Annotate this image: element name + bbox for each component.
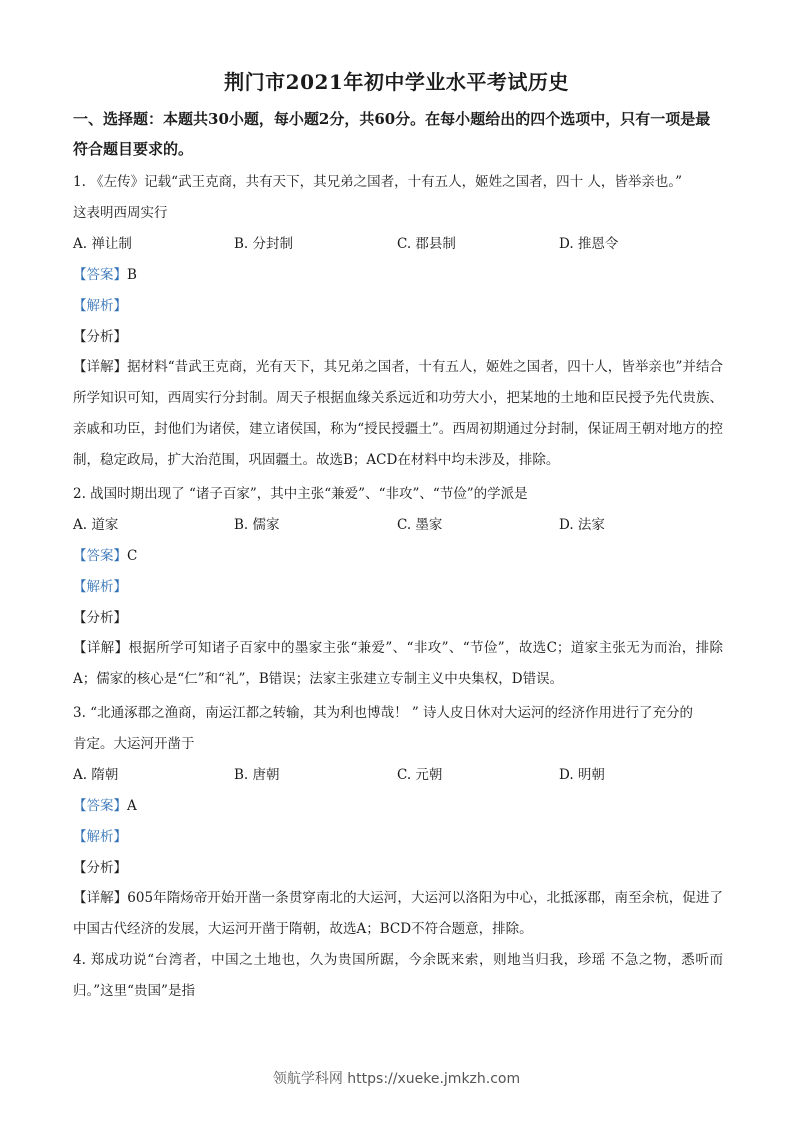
- question-2-detail: [73, 633, 723, 695]
- question-2-stem-line1: 2. 战国时期出现了 “诸子百家”，其中主张“兼爱”、“非攻”、“节俭”的学派是: [73, 486, 528, 502]
- question-2-option-d: D. 法家: [559, 517, 605, 533]
- detail-text: 605年隋炀帝开始开凿一条贯穿南北的大运河，大运河以洛阳为中心，北抵涿郡，南至余杭，促进了中国古代经济的发展，大运河开凿于隋朝，故选A；BCD不符合题意，排除。: [73, 890, 723, 937]
- question-1-analysis-label: 【解析】: [73, 298, 127, 314]
- question-4-stem: 4. 郑成功说“台湾者，中国之土地也，久为贵国所踞，今余既来索，则地当归我，珍瑶 不急之物，悉听而归。”这里“贵国”是指: [73, 952, 723, 999]
- answer-value: C: [127, 548, 138, 564]
- question-3-analysis-label: 【解析】: [73, 829, 127, 845]
- question-1-option-a: A. 禅让制: [73, 236, 132, 252]
- question-3-option-c: C. 元朝: [397, 767, 443, 783]
- question-3-fenxi-label: 【分析】: [73, 860, 127, 876]
- question-2-option-a: A. 道家: [73, 517, 119, 533]
- question-3-detail: [73, 883, 723, 945]
- question-2-fenxi-label: 【分析】: [73, 610, 127, 626]
- detail-text: 根据所学可知诸子百家中的墨家主张“兼爱”、“非攻”、“节俭”，故选C；道家主张无为而治，排除A；儒家的核心是“仁”和“礼”，B错误；法家主张建立专制主义中央集权，D错误。: [73, 640, 723, 687]
- page-footer: 领航学科网 https://xueke.jmkzh.com: [272, 1071, 521, 1087]
- question-2-option-b: B. 儒家: [234, 517, 280, 533]
- section-heading: 一、选择题：本题共30小题，每小题2分，共60分。在每小题给出的四个选项中，只有一项是最符合题目要求的。: [73, 110, 711, 158]
- question-2-analysis-label: 【解析】: [73, 579, 127, 595]
- question-1-detail: [73, 352, 723, 476]
- question-1-stem-line2: 这表明西周实行: [73, 205, 168, 221]
- question-3-option-a: A. 隋朝: [73, 767, 119, 783]
- question-3-stem-line2: 肯定。大运河开凿于: [73, 736, 195, 752]
- question-2-answer: [73, 546, 723, 566]
- question-1-stem-line1: 1. 《左传》记载“武王克商，共有天下，其兄弟之国者，十有五人，姬姓之国者，四十 人，皆举亲也。”: [73, 174, 683, 190]
- answer-value: A: [127, 798, 137, 814]
- question-1-option-c: C. 郡县制: [397, 236, 456, 252]
- detail-label: 【详解】: [73, 359, 128, 375]
- answer-value: B: [127, 267, 137, 283]
- question-1-answer: [73, 265, 723, 285]
- question-2-option-c: C. 墨家: [397, 517, 443, 533]
- answer-label: 【答案】: [73, 267, 127, 283]
- detail-label: 【详解】: [73, 640, 129, 656]
- answer-label: 【答案】: [73, 548, 127, 564]
- question-1-option-b: B. 分封制: [234, 236, 294, 252]
- question-3-option-b: B. 唐朝: [234, 767, 280, 783]
- question-3-stem-line1: 3. “北通涿郡之渔商，南运江都之转输，其为利也博哉！ ” 诗人皮日休对大运河的经济作用进行了充分的: [73, 705, 694, 721]
- page-title: 荆门市2021年初中学业水平考试历史: [224, 70, 569, 94]
- question-3-option-d: D. 明朝: [559, 767, 605, 783]
- detail-text: 据材料“昔武王克商，光有天下，其兄弟之国者，十有五人，姬姓之国者，四十人，皆举亲也”并结合所学知识可知，西周实行分封制。周天子根据血缘关系远近和功劳大小，把某地的土地和臣民授予先代贵族、亲戚和功臣，封他们为诸侯，建立诸侯国，称为“授民授疆土”。西周初期通过分封制，保证周王朝对地方的控制，稳定政局，扩大治范围，巩固疆土。故选B；ACD在材料中均未涉及，排除。: [73, 359, 723, 468]
- answer-label: 【答案】: [73, 798, 127, 814]
- detail-label: 【详解】: [73, 890, 128, 906]
- question-1-option-d: D. 推恩令: [559, 236, 619, 252]
- question-1-fenxi-label: 【分析】: [73, 329, 127, 345]
- question-3-answer: [73, 796, 723, 816]
